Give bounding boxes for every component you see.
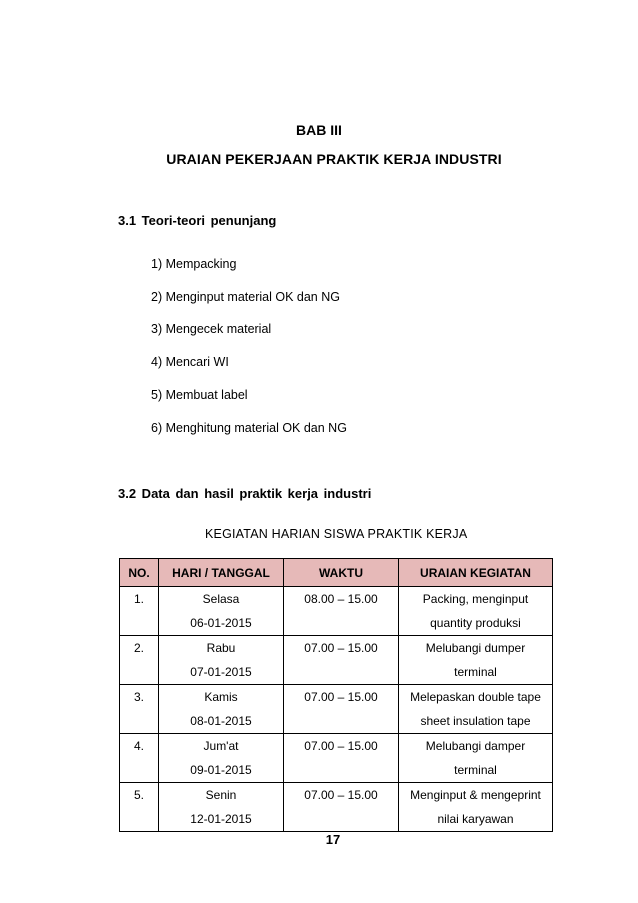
cell-no: 4. (120, 734, 159, 783)
column-header-day-date: HARI / TANGGAL (159, 559, 284, 587)
cell-activity (399, 636, 553, 685)
cell-activity-line: Packing, menginput (422, 592, 529, 606)
cell-day-date (159, 783, 284, 832)
table-caption: KEGIATAN HARIAN SISWA PRAKTIK KERJA (205, 527, 468, 541)
cell-day: Rabu (206, 641, 236, 655)
cell-activity-line: sheet insulation tape (420, 714, 531, 728)
section-heading-3-2: 3.2 Data dan hasil praktik kerja industri (118, 486, 372, 501)
chapter-label: BAB III (296, 122, 342, 138)
cell-activity (399, 734, 553, 783)
cell-activity-line: Melubangi dumper (425, 641, 526, 655)
cell-no: 2. (120, 636, 159, 685)
cell-time: 07.00 – 15.00 (284, 685, 399, 734)
cell-day: Kamis (204, 690, 238, 704)
list-item: 2) Menginput material OK dan NG (151, 290, 340, 304)
column-header-no: NO. (120, 559, 159, 587)
list-item: 3) Mengecek material (151, 322, 272, 336)
list-item: 1) Mempacking (151, 257, 237, 271)
cell-day: Jum'at (203, 739, 239, 753)
cell-day-date (159, 734, 284, 783)
table-row (120, 734, 553, 783)
table-header-row (120, 559, 553, 587)
cell-activity-line: Melepaskan double tape (410, 690, 541, 704)
cell-activity-line: Melubangi damper (425, 739, 526, 753)
cell-activity (399, 685, 553, 734)
cell-no: 5. (120, 783, 159, 832)
cell-activity-line: nilai karyawan (437, 812, 514, 826)
table-row (120, 636, 553, 685)
column-header-time: WAKTU (284, 559, 399, 587)
cell-activity (399, 587, 553, 636)
table-row (120, 685, 553, 734)
cell-activity-line: terminal (454, 665, 497, 679)
list-item: 6) Menghitung material OK dan NG (151, 421, 347, 435)
list-item: 5) Membuat label (151, 388, 248, 402)
cell-day: Senin (205, 788, 237, 802)
section-heading-3-1: 3.1 Teori-teori penunjang (118, 213, 277, 228)
page-number: 17 (325, 832, 341, 847)
cell-date: 06-01-2015 (190, 616, 252, 630)
activity-table (119, 558, 553, 832)
cell-activity-line: Menginput & mengeprint (410, 788, 541, 802)
cell-time: 08.00 – 15.00 (284, 587, 399, 636)
cell-activity-line: terminal (454, 763, 497, 777)
table-row (120, 587, 553, 636)
cell-activity-line: quantity produksi (430, 616, 521, 630)
cell-activity (399, 783, 553, 832)
chapter-title: URAIAN PEKERJAAN PRAKTIK KERJA INDUSTRI (166, 151, 502, 167)
cell-time: 07.00 – 15.00 (284, 636, 399, 685)
cell-time: 07.00 – 15.00 (284, 734, 399, 783)
cell-date: 08-01-2015 (190, 714, 252, 728)
cell-date: 07-01-2015 (190, 665, 252, 679)
cell-date: 09-01-2015 (190, 763, 252, 777)
cell-day-date (159, 587, 284, 636)
cell-day-date (159, 636, 284, 685)
cell-date: 12-01-2015 (190, 812, 252, 826)
list-item: 4) Mencari WI (151, 355, 229, 369)
table-row (120, 783, 553, 832)
column-header-activity: URAIAN KEGIATAN (399, 559, 553, 587)
cell-day-date (159, 685, 284, 734)
cell-no: 1. (120, 587, 159, 636)
cell-no: 3. (120, 685, 159, 734)
cell-day: Selasa (202, 592, 240, 606)
cell-time: 07.00 – 15.00 (284, 783, 399, 832)
